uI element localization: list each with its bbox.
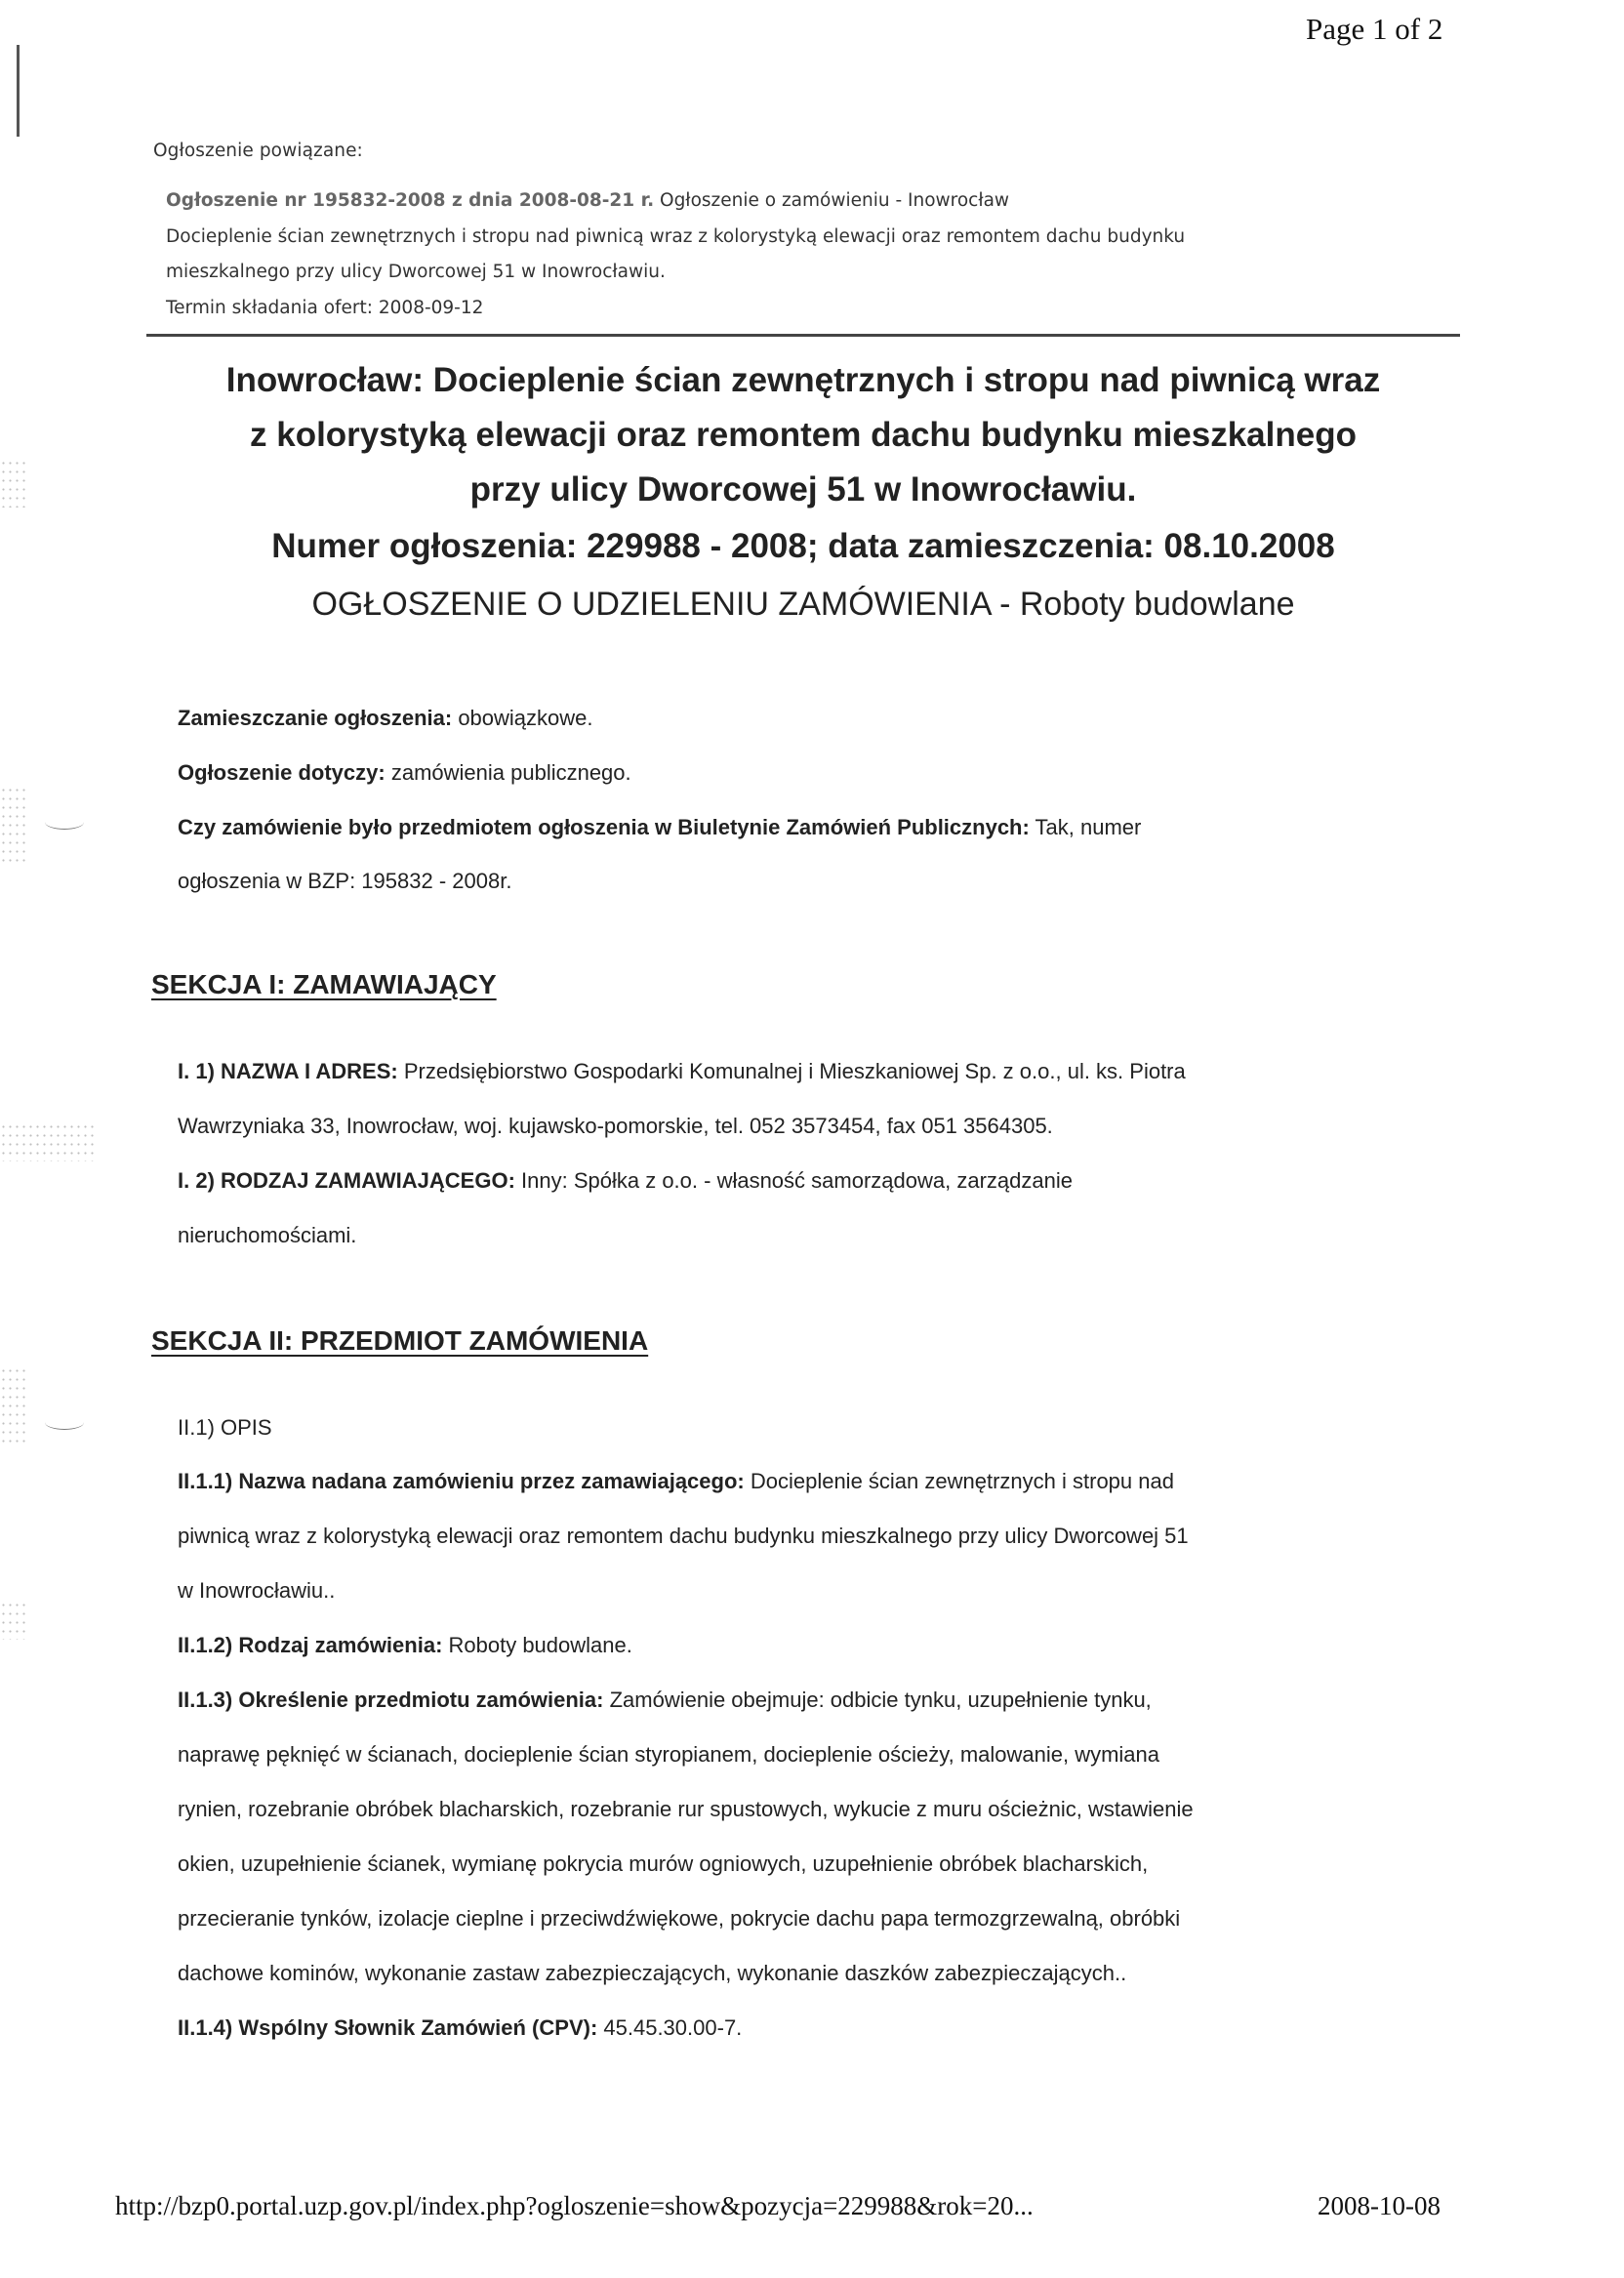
field-contract-scope-continued: okien, uzupełnienie ścianek, wymianę pokrycia murów ogniowych, uzupełnienie obróbek blacharskich, bbox=[178, 1851, 1149, 1876]
related-notice-link[interactable]: Ogłoszenie nr 195832-2008 z dnia 2008-08-21 r. bbox=[166, 190, 655, 211]
field-contract-type bbox=[178, 1633, 632, 1658]
footer-url: http://bzp0.portal.uzp.gov.pl/index.php?ogloszenie=show&pozycja=229988&rok=20... bbox=[115, 2191, 1034, 2220]
field-value: Inny: Spółka z o.o. - własność samorządowa, zarządzanie bbox=[514, 1168, 1073, 1193]
field-notice-concerns bbox=[178, 760, 631, 786]
related-notice-description: mieszkalnego przy ulicy Dworcowej 51 w Inowrocławiu. bbox=[166, 262, 666, 282]
notice-title-line: przy ulicy Dworcowej 51 w Inowrocławiu. bbox=[469, 470, 1137, 508]
related-notice bbox=[166, 183, 1464, 326]
scan-noise bbox=[0, 1122, 98, 1161]
field-label: I. 1) NAZWA I ADRES: bbox=[178, 1059, 398, 1083]
scan-punch-hole-mark bbox=[45, 815, 84, 830]
section-heading: SEKCJA II: PRZEDMIOT ZAMÓWIENIA bbox=[151, 1325, 649, 1356]
field-value: ogłoszenia w BZP: 195832 - 2008r. bbox=[178, 869, 512, 893]
field-label: II.1.1) Nazwa nadana zamówieniu przez zamawiającego: bbox=[178, 1469, 745, 1493]
field-value: Docieplenie ścian zewnętrznych i stropu nad bbox=[744, 1469, 1174, 1493]
notice-title-line: Inowrocław: Docieplenie ścian zewnętrznych i stropu nad piwnicą wraz bbox=[225, 361, 1381, 399]
related-notice-description: Docieplenie ścian zewnętrznych i stropu nad piwnicą wraz z kolorystyką elewacji oraz remontem dachu budynku bbox=[166, 225, 1186, 247]
scan-noise bbox=[0, 1366, 29, 1444]
field-cpv bbox=[178, 2015, 742, 2041]
footer-date: 2008-10-08 bbox=[1318, 2191, 1441, 2220]
field-contract-name-continued: piwnicą wraz z kolorystyką elewacji oraz remontem dachu budynku mieszkalnego przy ulicy Dworcowej 51 bbox=[178, 1524, 1189, 1548]
notice-number: Numer ogłoszenia: 229988 - 2008; data zamieszczenia: 08.10.2008 bbox=[271, 527, 1335, 565]
related-notice-suffix: Ogłoszenie o zamówieniu - Inowrocław bbox=[654, 190, 1010, 211]
field-contract-scope-continued: naprawę pęknięć w ścianach, docieplenie ścian styropianem, docieplenie ościeży, malowanie, wymiana bbox=[178, 1742, 1160, 1767]
divider bbox=[146, 334, 1460, 337]
field-label: Ogłoszenie dotyczy: bbox=[178, 760, 386, 785]
page-indicator: Page 1 of 2 bbox=[1306, 12, 1443, 46]
field-bzp-notice bbox=[178, 815, 1141, 840]
field-label: Zamieszczanie ogłoszenia: bbox=[178, 706, 453, 730]
field-label: II.1.3) Określenie przedmiotu zamówienia: bbox=[178, 1688, 604, 1712]
subsection-heading: II.1) OPIS bbox=[178, 1415, 272, 1440]
field-value: 45.45.30.00-7. bbox=[597, 2015, 743, 2040]
field-contract-scope-continued: dachowe kominów, wykonanie zastaw zabezpieczających, wykonanie daszków zabezpieczających.. bbox=[178, 1961, 1127, 1985]
field-value: obowiązkowe. bbox=[452, 706, 593, 730]
field-contract-scope bbox=[178, 1688, 1152, 1713]
field-name-address bbox=[178, 1059, 1186, 1084]
field-value: zamówienia publicznego. bbox=[385, 760, 631, 785]
field-value: Tak, numer bbox=[1029, 815, 1142, 839]
notice-title-block bbox=[146, 353, 1460, 632]
field-value: Przedsiębiorstwo Gospodarki Komunalnej i Mieszkaniowej Sp. z o.o., ul. ks. Piotra bbox=[397, 1059, 1186, 1083]
scan-margin-line bbox=[17, 45, 20, 137]
related-notice-deadline: Termin składania ofert: 2008-09-12 bbox=[166, 297, 484, 318]
scan-punch-hole-mark bbox=[45, 1415, 84, 1430]
field-label: I. 2) RODZAJ ZAMAWIAJĄCEGO: bbox=[178, 1168, 515, 1193]
scan-noise bbox=[0, 786, 29, 864]
notice-title-line: z kolorystyką elewacji oraz remontem dachu budynku mieszkalnego bbox=[250, 416, 1357, 454]
field-contract-scope-continued: przecieranie tynków, izolacje cieplne i przeciwdźwiękowe, pokrycie dachu papa termozgrzewalną, obróbki bbox=[178, 1906, 1181, 1931]
scan-noise bbox=[0, 459, 27, 508]
field-contracting-type-continued: nieruchomościami. bbox=[178, 1223, 357, 1247]
field-contract-name bbox=[178, 1469, 1174, 1494]
field-contracting-type bbox=[178, 1168, 1073, 1194]
field-contract-scope-continued: rynien, rozebranie obróbek blacharskich, rozebranie rur spustowych, wykucie z muru ościeżnic, wstawienie bbox=[178, 1797, 1194, 1821]
field-contract-name-continued: w Inowrocławiu.. bbox=[178, 1578, 336, 1603]
field-value: Zamówienie obejmuje: odbicie tynku, uzupełnienie tynku, bbox=[603, 1688, 1152, 1712]
field-bzp-notice-continued bbox=[178, 869, 511, 894]
field-label: Czy zamówienie było przedmiotem ogłoszenia w Biuletynie Zamówień Publicznych: bbox=[178, 815, 1030, 839]
notice-type: OGŁOSZENIE O UDZIELENIU ZAMÓWIENIA - Roboty budowlane bbox=[311, 586, 1295, 623]
field-label: II.1.4) Wspólny Słownik Zamówień (CPV): bbox=[178, 2015, 598, 2040]
scan-noise bbox=[0, 1601, 25, 1640]
field-value: Roboty budowlane. bbox=[442, 1633, 632, 1657]
field-label: II.1.2) Rodzaj zamówienia: bbox=[178, 1633, 443, 1657]
field-publication bbox=[178, 706, 593, 731]
section-heading: SEKCJA I: ZAMAWIAJĄCY bbox=[151, 969, 497, 999]
related-notice-label: Ogłoszenie powiązane: bbox=[153, 141, 363, 161]
field-name-address-continued: Wawrzyniaka 33, Inowrocław, woj. kujawsko-pomorskie, tel. 052 3573454, fax 051 3564305. bbox=[178, 1114, 1053, 1138]
